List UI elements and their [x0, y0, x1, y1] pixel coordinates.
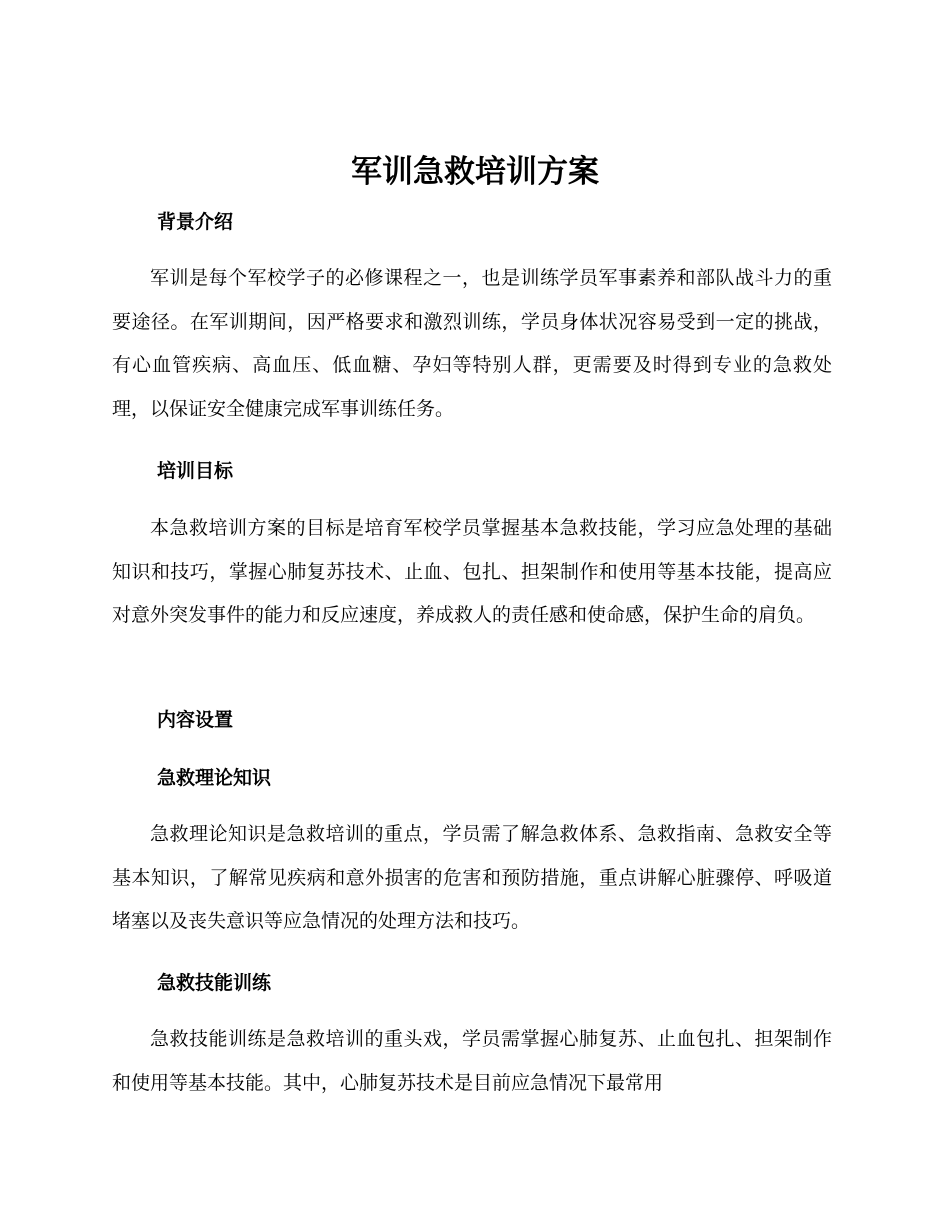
section-heading-skills: 急救技能训练	[157, 972, 272, 994]
section-paragraph-theory: 急救理论知识是急救培训的重点，学员需了解急救体系、急救指南、急救安全等基本知识，了解常见疾病和意外损害的危害和预防措施，重点讲解心脏骤停、呼吸道堵塞以及丧失意识等应急情况的处理方法和技巧。	[112, 823, 832, 932]
document-title: 军训急救培训方案	[351, 154, 599, 190]
section-heading-theory: 急救理论知识	[157, 767, 272, 789]
section-paragraph-skills: 急救技能训练是急救培训的重头戏，学员需掌握心肺复苏、止血包扎、担架制作和使用等基本技能。其中，心肺复苏技术是目前应急情况下最常用	[112, 1028, 832, 1094]
section-heading-content: 内容设置	[157, 709, 234, 731]
section-heading-goals: 培训目标	[157, 460, 234, 482]
section-heading-background: 背景介绍	[157, 211, 234, 233]
section-paragraph-background: 军训是每个军校学子的必修课程之一，也是训练学员军事素养和部队战斗力的重要途径。在军训期间，因严格要求和激烈训练，学员身体状况容易受到一定的挑战，有心血管疾病、高血压、低血糖、孕妇等特别人群，更需要及时得到专业的急救处理，以保证安全健康完成军事训练任务。	[112, 267, 832, 420]
section-paragraph-goals: 本急救培训方案的目标是培育军校学员掌握基本急救技能，学习应急处理的基础知识和技巧，掌握心肺复苏技术、止血、包扎、担架制作和使用等基本技能，提高应对意外突发事件的能力和反应速度，养成救人的责任感和使命感，保护生命的肩负。	[112, 517, 832, 626]
